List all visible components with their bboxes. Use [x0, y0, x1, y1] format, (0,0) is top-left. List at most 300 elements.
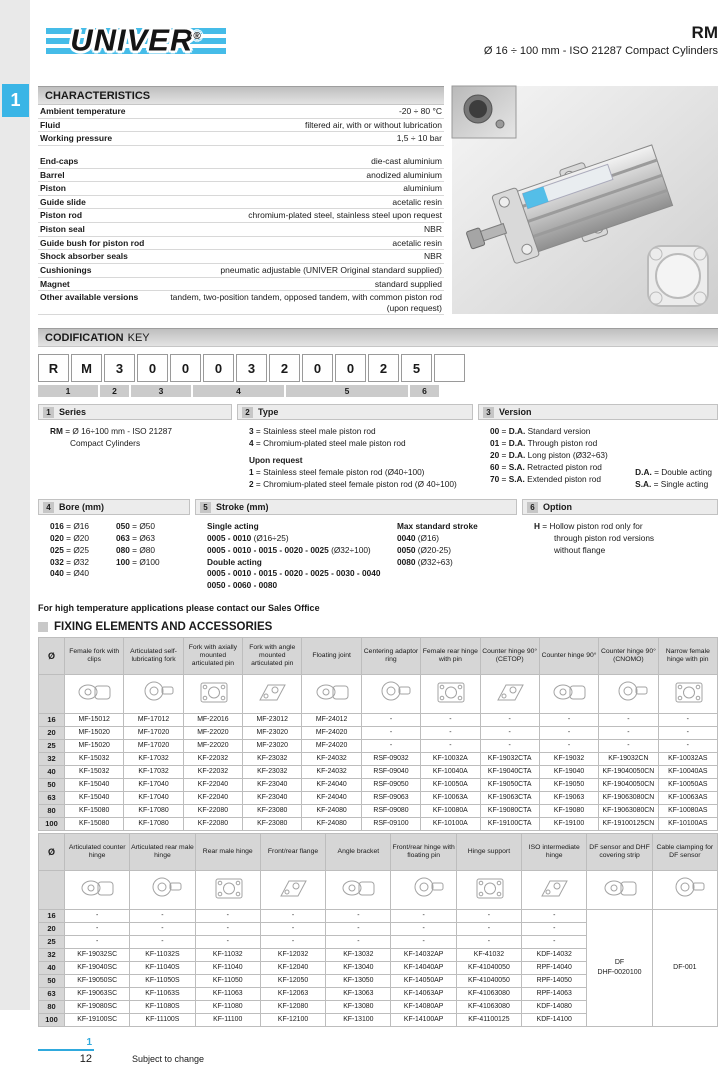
part-number-cell: -: [391, 922, 456, 935]
accessory-part-icon: [429, 676, 471, 707]
characteristic-label: Working pressure: [40, 133, 113, 144]
part-number-cell: KF-14050AP: [391, 974, 456, 987]
part-number-cell: KF-17080: [124, 804, 183, 817]
part-number-cell: KF-23032: [243, 752, 302, 765]
part-number-cell: -: [480, 739, 539, 752]
column-header: Female fork with clips: [65, 637, 124, 674]
part-number-cell: KF-10100AS: [658, 817, 717, 830]
accessory-icon-cell: [124, 674, 183, 713]
part-number-cell: KF-10040A: [421, 765, 480, 778]
part-number-cell: RSF-09040: [361, 765, 420, 778]
characteristic-row: [38, 196, 444, 210]
text-line: 0050 - 0060 - 0080: [207, 580, 278, 591]
part-number-cell: KF-19050SC: [65, 974, 130, 987]
part-number-cell: KF-14063AP: [391, 987, 456, 1000]
part-number-cell: -: [65, 922, 130, 935]
part-number-cell: -: [480, 726, 539, 739]
accessory-part-icon: [141, 872, 183, 903]
accessory-icon-cell: [183, 674, 242, 713]
part-number-cell: KF-19100125CN: [599, 817, 658, 830]
cable-clamp-cell: DF-001: [652, 909, 717, 1026]
part-number-cell: KF-24080: [302, 817, 361, 830]
product-photo: [452, 86, 718, 314]
part-number-cell: KF-23032: [243, 765, 302, 778]
column-header: Articulated self-lubricating fork: [124, 637, 183, 674]
part-number-cell: KF-17040: [124, 778, 183, 791]
text-line: 01 = D.A. Through piston rod: [490, 438, 598, 449]
square-bullet-icon: [38, 622, 48, 632]
univer-logo: [46, 22, 226, 62]
profile-drawing: [648, 246, 708, 306]
part-number-cell: -: [599, 726, 658, 739]
diameter-cell: 100: [39, 817, 65, 830]
characteristic-label: Barrel: [40, 169, 65, 180]
text-line: 3 = Stainless steel male piston rod: [249, 426, 376, 437]
part-number-cell: KF-24032: [302, 765, 361, 778]
part-number-cell: KF-15040: [65, 791, 124, 804]
version-section: [478, 404, 718, 492]
characteristics-column: [38, 86, 444, 315]
part-number-cell: KF-15032: [65, 752, 124, 765]
column-header: Female rear hinge with pin: [421, 637, 480, 674]
characteristic-label: Other available versions: [40, 292, 139, 303]
page-number: 12: [79, 1052, 92, 1065]
characteristic-value: -20 ÷ 80 °C: [398, 106, 442, 116]
part-number-cell: MF-15020: [65, 739, 124, 752]
section-number-badge: 4: [43, 502, 54, 513]
code-group-label: 2: [100, 385, 129, 397]
logo-wordmark: UNIVER®: [70, 22, 202, 58]
codification-section: [38, 328, 718, 397]
page-footer: [38, 1037, 718, 1065]
accessory-icon-cell: [361, 674, 420, 713]
column-header: Narrow female hinge with pin: [658, 637, 717, 674]
part-number-cell: -: [456, 922, 521, 935]
accessory-icon-cell: [65, 870, 130, 909]
part-number-cell: RPF-14050: [522, 974, 587, 987]
section-number-badge: 1: [43, 407, 54, 418]
code-character-box: 0: [170, 354, 201, 382]
text-line: 1 = Stainless steel female piston rod (Ø40÷100): [249, 466, 425, 477]
diameter-cell: 50: [39, 974, 65, 987]
part-number-cell: -: [260, 935, 325, 948]
part-number-cell: -: [260, 909, 325, 922]
stroke-content: [195, 515, 517, 594]
diameter-cell: 16: [39, 909, 65, 922]
part-number-cell: RSF-09050: [361, 778, 420, 791]
text-line: 040 = Ø40: [50, 568, 89, 579]
text-line: 080 = Ø80: [116, 544, 155, 555]
part-number-cell: -: [456, 935, 521, 948]
part-number-cell: KF-12050: [260, 974, 325, 987]
part-number-cell: -: [421, 713, 480, 726]
text-line: 016 = Ø16: [50, 521, 89, 532]
part-number-cell: -: [361, 739, 420, 752]
part-number-cell: -: [130, 909, 195, 922]
code-group-labels: [38, 385, 718, 397]
part-number-cell: KF-17032: [124, 765, 183, 778]
characteristic-label: Ambient temperature: [40, 106, 126, 116]
part-number-cell: KF-19063080CN: [599, 791, 658, 804]
part-number-cell: MF-15020: [65, 726, 124, 739]
column-header: Centering adaptor ring: [361, 637, 420, 674]
text-line: 2 = Chromium-plated steel female piston rod (Ø 40÷100): [249, 478, 457, 489]
accessory-part-icon: [667, 676, 709, 707]
code-character-box: M: [71, 354, 102, 382]
part-number-cell: -: [361, 726, 420, 739]
option-header: 6 Option: [522, 499, 718, 515]
diameter-cell: 63: [39, 791, 65, 804]
characteristic-value: standard supplied: [374, 278, 442, 289]
text-line: Upon request: [249, 454, 303, 465]
text-line: 0080 (Ø32÷63): [397, 556, 453, 567]
part-number-cell: MF-22016: [183, 713, 242, 726]
stroke-section: [195, 499, 517, 594]
part-number-cell: -: [361, 713, 420, 726]
characteristic-row: [38, 278, 444, 292]
characteristic-label: End-caps: [40, 155, 79, 166]
code-character-box: R: [38, 354, 69, 382]
part-number-cell: KF-11063: [195, 987, 260, 1000]
part-number-cell: KF-15080: [65, 817, 124, 830]
part-number-cell: -: [195, 922, 260, 935]
column-header: Fork with angle mounted articulated pin: [243, 637, 302, 674]
text-line: 032 = Ø32: [50, 556, 89, 567]
part-number-cell: KF-11100: [195, 1013, 260, 1026]
part-number-cell: KF-11080S: [130, 1000, 195, 1013]
accessory-icon-cell: [130, 870, 195, 909]
part-number-cell: -: [658, 713, 717, 726]
characteristic-row: [38, 169, 444, 183]
footer-note: Subject to change: [132, 1053, 205, 1064]
page-number-block: [38, 1037, 94, 1065]
accessory-icon-cell: [421, 674, 480, 713]
text-line: Max standard stroke: [397, 521, 478, 532]
part-number-cell: KF-19040CTA: [480, 765, 539, 778]
part-number-cell: KF-19063: [539, 791, 598, 804]
part-number-cell: KF-19032CTA: [480, 752, 539, 765]
text-line: D.A. = Double acting: [635, 466, 712, 477]
part-number-cell: KF-19063SC: [65, 987, 130, 1000]
part-number-cell: KF-15040: [65, 778, 124, 791]
part-number-cell: KF-19040: [539, 765, 598, 778]
diameter-column-header: Ø: [39, 637, 65, 674]
part-number-cell: KF-41100125: [456, 1013, 521, 1026]
code-group-label: 4: [193, 385, 284, 397]
page-header: [38, 0, 718, 74]
characteristics-header: CHARACTERISTICS: [38, 86, 444, 105]
part-number-cell: -: [480, 713, 539, 726]
version-header: 3 Version: [478, 404, 718, 420]
type-header: 2 Type: [237, 404, 473, 420]
accessory-icon-cell: [539, 674, 598, 713]
part-number-cell: KF-19063CTA: [480, 791, 539, 804]
header-titles: [484, 22, 718, 57]
part-number-cell: KF-13040: [326, 961, 391, 974]
code-character-box: 5: [401, 354, 432, 382]
bore-header: 4 Bore (mm): [38, 499, 190, 515]
type-content: [237, 420, 473, 492]
section-number-badge: 2: [242, 407, 253, 418]
accessory-icon-cell: [658, 674, 717, 713]
part-number-cell: KF-23040: [243, 791, 302, 804]
series-type-version-row: [38, 404, 718, 492]
part-number-cell: KF-22032: [183, 752, 242, 765]
part-number-cell: KF-10032AS: [658, 752, 717, 765]
diameter-cell: [39, 870, 65, 909]
column-header: Counter hinge 90° (CNOMO): [599, 637, 658, 674]
accessory-part-icon: [337, 872, 379, 903]
part-number-cell: KF-13032: [326, 948, 391, 961]
part-number-cell: KF-19080CTA: [480, 804, 539, 817]
part-number-cell: -: [195, 935, 260, 948]
part-number-cell: -: [326, 922, 391, 935]
diameter-cell: 20: [39, 726, 65, 739]
accessory-part-icon: [548, 676, 590, 707]
part-number-cell: KF-24040: [302, 791, 361, 804]
diameter-cell: 50: [39, 778, 65, 791]
characteristic-value: die-cast aluminium: [371, 155, 442, 166]
table-row: [39, 909, 718, 922]
part-number-cell: MF-23020: [243, 726, 302, 739]
part-number-cell: KDF-14100: [522, 1013, 587, 1026]
part-number-cell: KF-12032: [260, 948, 325, 961]
part-number-cell: KF-11063S: [130, 987, 195, 1000]
column-header: Floating joint: [302, 637, 361, 674]
part-number-cell: RPF-14040: [522, 961, 587, 974]
accessory-part-icon: [403, 872, 445, 903]
code-character-box: 2: [368, 354, 399, 382]
part-number-cell: KF-10040AS: [658, 765, 717, 778]
diameter-cell: 40: [39, 765, 65, 778]
diameter-cell: 80: [39, 1000, 65, 1013]
icon-row: [39, 674, 718, 713]
part-number-cell: -: [539, 739, 598, 752]
part-number-cell: -: [65, 909, 130, 922]
characteristic-row: [38, 209, 444, 223]
text-line: 0005 - 0010 (Ø16÷25): [207, 533, 289, 544]
part-number-cell: -: [421, 726, 480, 739]
code-group-label: 5: [286, 385, 408, 397]
part-number-cell: KF-19032: [539, 752, 598, 765]
row-spacer: [38, 146, 444, 155]
accessory-part-icon: [192, 676, 234, 707]
code-character-box: 2: [269, 354, 300, 382]
bore-section: [38, 499, 190, 594]
accessory-icon-cell: [599, 674, 658, 713]
chapter-tab: 1: [2, 84, 29, 117]
code-character-box: 0: [335, 354, 366, 382]
part-number-cell: MF-23020: [243, 739, 302, 752]
part-number-cell: KF-41063080: [456, 987, 521, 1000]
code-boxes: [38, 354, 718, 382]
text-line: 70 = S.A. Extended piston rod: [490, 473, 601, 484]
part-number-cell: -: [456, 909, 521, 922]
code-character-box: [434, 354, 465, 382]
part-number-cell: KF-17040: [124, 791, 183, 804]
accessory-part-icon: [207, 872, 249, 903]
column-header: ISO intermediate hinge: [522, 833, 587, 870]
left-margin-strip: [0, 0, 30, 1010]
part-number-cell: -: [326, 935, 391, 948]
part-number-cell: KF-12063: [260, 987, 325, 1000]
part-number-cell: KF-11040: [195, 961, 260, 974]
table-row: [39, 713, 718, 726]
characteristic-row: [38, 223, 444, 237]
part-number-cell: KF-19032SC: [65, 948, 130, 961]
section-number-badge: 3: [483, 407, 494, 418]
column-header: Rear male hinge: [195, 833, 260, 870]
diameter-cell: 63: [39, 987, 65, 1000]
part-number-cell: KF-14032AP: [391, 948, 456, 961]
part-number-cell: KF-12040: [260, 961, 325, 974]
part-number-cell: KF-41032: [456, 948, 521, 961]
table-row: [39, 817, 718, 830]
part-number-cell: KF-11080: [195, 1000, 260, 1013]
characteristic-value: filtered air, with or without lubrication: [304, 119, 442, 130]
footer-rule: [38, 1049, 94, 1051]
part-number-cell: MF-17012: [124, 713, 183, 726]
part-number-cell: -: [522, 909, 587, 922]
part-number-cell: -: [195, 909, 260, 922]
table-row: [39, 752, 718, 765]
accessory-icon-cell: [195, 870, 260, 909]
accessory-part-icon: [607, 676, 649, 707]
page-subtitle: Ø 16 ÷ 100 mm - ISO 21287 Compact Cylinders: [483, 44, 718, 57]
accessory-part-icon: [272, 872, 314, 903]
part-number-cell: KF-15032: [65, 765, 124, 778]
accessory-icon-cell: [480, 674, 539, 713]
part-number-cell: KF-11050S: [130, 974, 195, 987]
series-section: [38, 404, 232, 492]
part-number-cell: KF-19050: [539, 778, 598, 791]
accessories-table-2: [38, 833, 718, 1027]
text-line: Double acting: [207, 556, 262, 567]
text-line: S.A. = Single acting: [635, 478, 709, 489]
characteristic-label: Shock absorber seals: [40, 251, 128, 262]
diameter-cell: 32: [39, 948, 65, 961]
text-line: 0050 (Ø20-25): [397, 544, 451, 555]
part-number-cell: KF-10050A: [421, 778, 480, 791]
part-number-cell: KF-19100: [539, 817, 598, 830]
code-character-box: 0: [137, 354, 168, 382]
column-header: Hinge support: [456, 833, 521, 870]
code-group-label: 1: [38, 385, 98, 397]
code-character-box: 3: [104, 354, 135, 382]
text-line: 063 = Ø63: [116, 533, 155, 544]
table-row: [39, 804, 718, 817]
part-number-cell: -: [599, 713, 658, 726]
part-number-cell: KF-23040: [243, 778, 302, 791]
part-number-cell: KF-15080: [65, 804, 124, 817]
column-header: Front/rear flange: [260, 833, 325, 870]
codification-header: CODIFICATION KEY: [38, 328, 718, 347]
text-line: 0005 - 0010 - 0015 - 0020 - 0025 - 0030 - 0040: [207, 568, 381, 579]
column-header: Cable clamping for DF sensor: [652, 833, 717, 870]
text-line: without flange: [554, 544, 606, 555]
accessory-part-icon: [664, 872, 706, 903]
part-number-cell: KF-22080: [183, 817, 242, 830]
part-number-cell: MF-22020: [183, 726, 242, 739]
characteristic-value: anodized aluminium: [366, 169, 442, 180]
part-number-cell: RSF-09080: [361, 804, 420, 817]
part-number-cell: KF-10050AS: [658, 778, 717, 791]
section-number-badge: 6: [527, 502, 538, 513]
table-header-row: [39, 637, 718, 674]
part-number-cell: KF-10080AS: [658, 804, 717, 817]
part-number-cell: MF-24020: [302, 726, 361, 739]
characteristic-row: [38, 105, 444, 119]
part-number-cell: RPF-14063: [522, 987, 587, 1000]
part-number-cell: KF-41063080: [456, 1000, 521, 1013]
code-group-label: 3: [131, 385, 191, 397]
part-number-cell: MF-22020: [183, 739, 242, 752]
column-header: Articulated counter hinge: [65, 833, 130, 870]
series-content: [38, 420, 232, 492]
text-line: through piston rod versions: [554, 533, 655, 544]
accessory-part-icon: [251, 676, 293, 707]
diameter-cell: 25: [39, 739, 65, 752]
cylinder-photo-illustration: [452, 86, 718, 314]
part-number-cell: KF-22040: [183, 778, 242, 791]
characteristic-label: Cushionings: [40, 264, 92, 275]
port-detail-inset: [452, 86, 516, 138]
code-group-label: 6: [410, 385, 439, 397]
accessory-part-icon: [73, 676, 115, 707]
part-number-cell: KF-24032: [302, 752, 361, 765]
accessory-part-icon: [311, 676, 353, 707]
part-number-cell: KF-13080: [326, 1000, 391, 1013]
part-number-cell: -: [260, 922, 325, 935]
text-line: RM = Ø 16÷100 mm - ISO 21287: [50, 426, 172, 437]
column-header: Angle bracket: [326, 833, 391, 870]
text-line: H = Hollow piston rod only for: [534, 521, 643, 532]
text-line: 60 = S.A. Retracted piston rod: [490, 461, 602, 472]
part-number-cell: KF-19032CN: [599, 752, 658, 765]
characteristic-row: [38, 182, 444, 196]
diameter-cell: 32: [39, 752, 65, 765]
stroke-header: 5 Stroke (mm): [195, 499, 517, 515]
part-number-cell: KF-19080: [539, 804, 598, 817]
part-number-cell: KF-11100S: [130, 1013, 195, 1026]
accessory-icon-cell: [587, 870, 652, 909]
bore-stroke-option-row: [38, 499, 718, 594]
section-number-badge: 5: [200, 502, 211, 513]
part-number-cell: KF-19050CTA: [480, 778, 539, 791]
series-header: 1 Series: [38, 404, 232, 420]
table-row: [39, 791, 718, 804]
icon-row: [39, 870, 718, 909]
accessory-part-icon: [489, 676, 531, 707]
diameter-cell: 80: [39, 804, 65, 817]
part-number-cell: KF-24080: [302, 804, 361, 817]
part-number-cell: -: [539, 713, 598, 726]
column-header: DF sensor and DHF covering strip: [587, 833, 652, 870]
part-number-cell: KF-14040AP: [391, 961, 456, 974]
characteristics-section: [38, 86, 718, 315]
accessories-table-1: [38, 637, 718, 831]
part-number-cell: KF-19080SC: [65, 1000, 130, 1013]
column-header: Front/rear hinge with floating pin: [391, 833, 456, 870]
part-number-cell: -: [658, 739, 717, 752]
part-number-cell: -: [539, 726, 598, 739]
part-number-cell: KF-10032A: [421, 752, 480, 765]
diameter-cell: 100: [39, 1013, 65, 1026]
characteristic-row: [38, 132, 444, 146]
bore-content: [38, 515, 190, 594]
characteristic-value: tandem, two-position tandem, opposed tandem, with common piston rod (upon request): [170, 292, 442, 313]
part-number-cell: KDF-14080: [522, 1000, 587, 1013]
